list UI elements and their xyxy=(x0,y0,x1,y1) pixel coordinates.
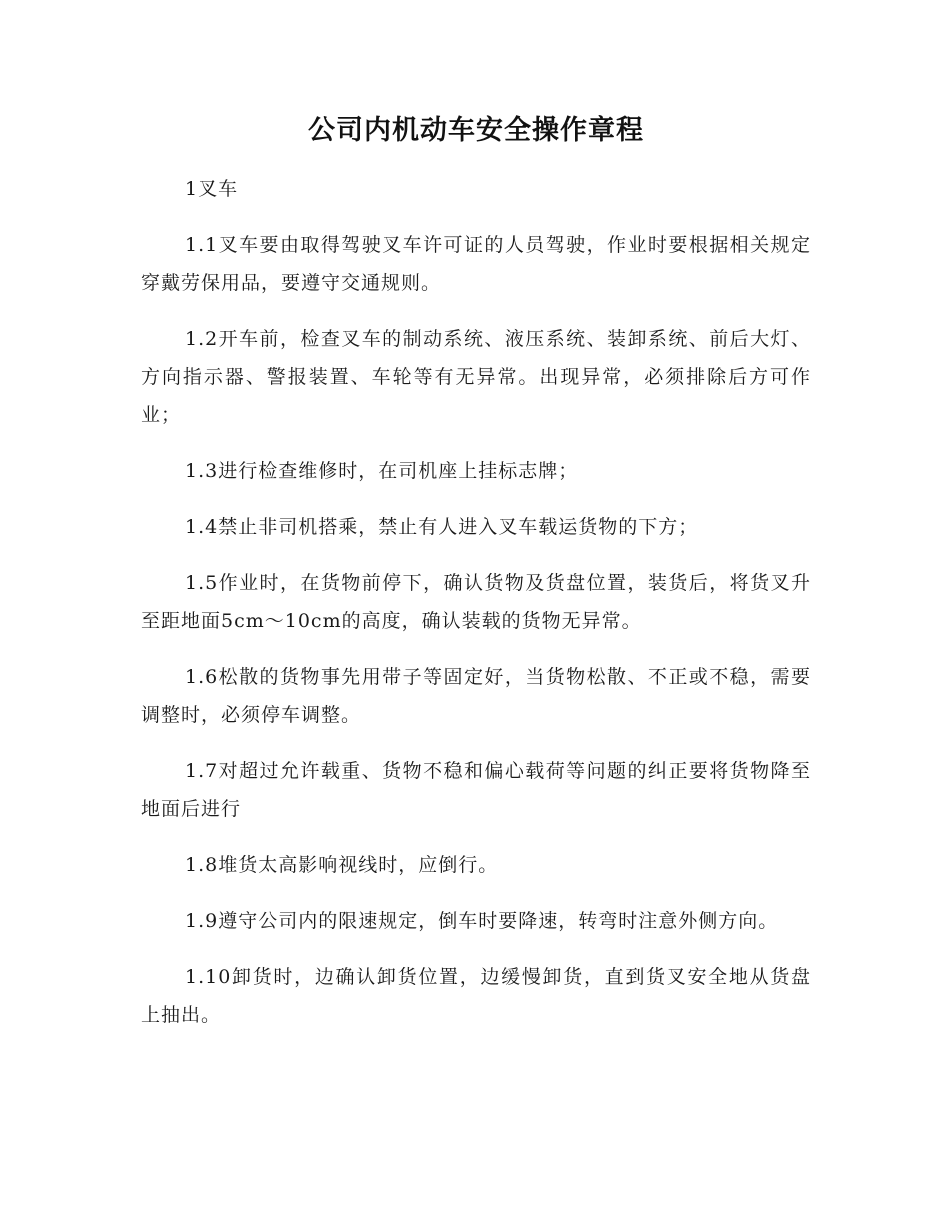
paragraph-1-2: 1.2开车前，检查叉车的制动系统、液压系统、装卸系统、前后大灯、方向指示器、警报装置、车轮等有无异常。出现异常，必须排除后方可作业； xyxy=(141,328,811,426)
paragraph-section-1: 1叉车 xyxy=(185,178,239,200)
paragraph-1-1: 1.1叉车要由取得驾驶叉车许可证的人员驾驶，作业时要根据相关规定穿戴劳保用品，要遵守交通规则。 xyxy=(141,234,811,294)
paragraph-1-10: 1.10卸货时，边确认卸货位置，边缓慢卸货，直到货叉安全地从货盘上抽出。 xyxy=(141,966,811,1026)
paragraph-1-9: 1.9遵守公司内的限速规定，倒车时要降速，转弯时注意外侧方向。 xyxy=(185,910,779,932)
paragraph-1-5: 1.5作业时，在货物前停下，确认货物及货盘位置，装货后，将货叉升至距地面5cm～10cm的高度，确认装载的货物无异常。 xyxy=(141,572,811,632)
paragraph-1-3: 1.3进行检查维修时，在司机座上挂标志牌； xyxy=(185,460,579,482)
paragraph-1-7: 1.7对超过允许载重、货物不稳和偏心载荷等问题的纠正要将货物降至地面后进行 xyxy=(141,760,811,820)
paragraph-1-6: 1.6松散的货物事先用带子等固定好，当货物松散、不正或不稳，需要调整时，必须停车调整。 xyxy=(141,666,811,726)
paragraph-1-8: 1.8堆货太高影响视线时，应倒行。 xyxy=(185,854,499,876)
paragraph-1-4: 1.4禁止非司机搭乘，禁止有人进入叉车载运货物的下方； xyxy=(185,516,699,538)
document-body xyxy=(141,110,811,1052)
document-title: 公司内机动车安全操作章程 xyxy=(308,115,644,146)
